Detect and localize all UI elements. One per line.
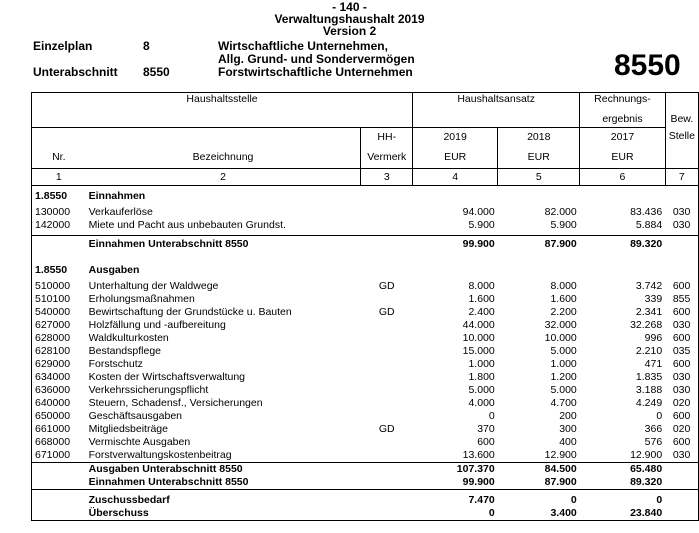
item-description: Verkauferlöse — [88, 206, 153, 218]
value-2018: 200 — [559, 410, 577, 422]
item-description: Miete und Pacht aus unbebauten Grundst. — [88, 219, 286, 231]
bew-stelle: 020 — [672, 397, 691, 409]
value-2017: 2.341 — [635, 306, 663, 318]
value-2017: 4.249 — [635, 397, 663, 409]
account-number: 668000 — [35, 436, 71, 448]
item-description: Forstschutz — [88, 358, 143, 370]
total-2017: 65.480 — [580, 463, 665, 477]
summary-2017: 0 — [656, 494, 663, 506]
total-2019: 99.900 — [413, 236, 498, 253]
bew-stelle: 600 — [672, 306, 691, 318]
column-number: 2 — [86, 169, 361, 186]
column-number: 3 — [361, 169, 413, 186]
hh-vermerk — [361, 371, 413, 384]
table-row — [32, 410, 699, 423]
value-2019: 370 — [477, 423, 495, 435]
unterabschnitt-number: 8550 — [143, 65, 170, 79]
einzelplan-number: 8 — [143, 39, 150, 53]
ueberschuss-row — [32, 507, 699, 521]
bew-stelle: 600 — [672, 332, 691, 344]
column-number: 6 — [580, 169, 665, 186]
spacer-row — [32, 252, 699, 264]
table-row — [32, 206, 699, 219]
value-2017: 576 — [644, 436, 663, 448]
value-2017: 2.210 — [635, 345, 663, 357]
value-2019: 10.000 — [462, 332, 495, 344]
total-label: Einnahmen Unterabschnitt 8550 — [86, 476, 361, 490]
page-number: - 140 - — [332, 0, 367, 14]
item-description: Bestandspflege — [88, 345, 161, 357]
account-number: 510000 — [35, 280, 71, 292]
hh-vermerk — [361, 397, 413, 410]
header-bew: Bew. — [665, 111, 698, 128]
summary-2019: 7.470 — [468, 494, 495, 506]
bew-stelle: 030 — [672, 206, 691, 218]
column-number: 5 — [498, 169, 580, 186]
table-row — [32, 219, 699, 232]
value-2019: 15.000 — [462, 345, 495, 357]
bew-stelle: 600 — [672, 280, 691, 292]
value-2017: 0 — [656, 410, 663, 422]
table-row — [32, 397, 699, 410]
account-number: 671000 — [35, 449, 71, 461]
item-description: Steuern, Schadensf., Versicherungen — [88, 397, 263, 409]
header-year-2017: 2017 — [580, 128, 665, 147]
total-label: Ausgaben Unterabschnitt 8550 — [86, 463, 361, 477]
value-2018: 4.700 — [550, 397, 577, 409]
value-2017: 471 — [644, 358, 663, 370]
item-description: Waldkulturkosten — [88, 332, 169, 344]
value-2017: 83.436 — [630, 206, 663, 218]
summary-2018: 0 — [570, 494, 577, 506]
account-number: 142000 — [35, 219, 71, 231]
value-2018: 2.200 — [550, 306, 577, 318]
header-stelle: Stelle — [665, 128, 698, 147]
value-2019: 13.600 — [462, 449, 495, 461]
value-2019: 1.000 — [468, 358, 495, 370]
value-2018: 1.000 — [550, 358, 577, 370]
value-2017: 5.884 — [635, 219, 663, 231]
value-2019: 1.600 — [468, 293, 495, 305]
value-2018: 1.200 — [550, 371, 577, 383]
value-2018: 5.000 — [550, 384, 577, 396]
hh-vermerk: GD — [378, 306, 395, 318]
column-number-row — [32, 169, 699, 186]
bew-stelle: 030 — [672, 371, 691, 383]
item-description: Kosten der Wirtschaftsverwaltung — [88, 371, 246, 383]
bew-stelle: 600 — [672, 410, 691, 422]
total-2017: 89.320 — [580, 236, 665, 253]
table-row — [32, 436, 699, 449]
account-number: 628100 — [35, 345, 71, 357]
total-2018: 87.900 — [498, 476, 580, 490]
value-2019: 600 — [477, 436, 495, 448]
hh-vermerk — [361, 319, 413, 332]
table-row — [32, 371, 699, 384]
value-2018: 32.000 — [544, 319, 577, 331]
item-description: Unterhaltung der Waldwege — [88, 280, 219, 292]
item-description: Holzfällung und -aufbereitung — [88, 319, 226, 331]
unterabschnitt-label: Unterabschnitt — [33, 65, 118, 79]
header-vermerk: Vermerk — [361, 146, 413, 169]
budget-table — [31, 92, 699, 521]
document-version: Version 2 — [322, 24, 377, 38]
value-2018: 400 — [559, 436, 577, 448]
account-number: 640000 — [35, 397, 71, 409]
table-row — [32, 358, 699, 371]
hh-vermerk — [361, 345, 413, 358]
value-2018: 5.000 — [550, 345, 577, 357]
total-2018: 87.900 — [498, 236, 580, 253]
account-number: 650000 — [35, 410, 71, 422]
total-2019: 99.900 — [413, 476, 498, 490]
header-rechnungs: Rechnungs- — [580, 93, 665, 112]
bew-stelle: 855 — [672, 293, 691, 305]
bew-stelle: 030 — [672, 319, 691, 331]
einnahmen-total-repeat-row — [32, 476, 699, 490]
column-number: 4 — [413, 169, 498, 186]
value-2017: 3.188 — [635, 384, 663, 396]
item-description: Bewirtschaftung der Grundstücke u. Bauten — [88, 306, 292, 318]
hh-vermerk: GD — [378, 423, 395, 435]
hh-vermerk — [361, 384, 413, 397]
hh-vermerk — [361, 293, 413, 306]
header-eur-2017: EUR — [580, 146, 665, 169]
value-2019: 5.900 — [468, 219, 495, 231]
value-2019: 2.400 — [468, 306, 495, 318]
total-2019: 107.370 — [413, 463, 498, 477]
item-description: Geschäftsausgaben — [88, 410, 183, 422]
summary-2017: 23.840 — [630, 507, 663, 519]
column-number: 7 — [665, 169, 698, 186]
ausgaben-rows — [32, 280, 699, 463]
hh-vermerk — [361, 436, 413, 449]
header-haushaltsstelle: Haushaltsstelle — [186, 93, 258, 105]
section-label: Einnahmen — [88, 190, 146, 202]
total-2017: 89.320 — [580, 476, 665, 490]
account-number: 628000 — [35, 332, 71, 344]
section-row-ausgaben — [32, 264, 699, 277]
value-2018: 300 — [559, 423, 577, 435]
account-number: 634000 — [35, 371, 71, 383]
bew-stelle: 030 — [672, 449, 691, 461]
account-number: 130000 — [35, 206, 71, 218]
unterabschnitt-description: Forstwirtschaftliche Unternehmen — [218, 65, 413, 79]
column-number: 1 — [32, 169, 86, 186]
header-nr: Nr. — [32, 146, 86, 169]
table-row — [32, 384, 699, 397]
einnahmen-rows — [32, 206, 699, 232]
item-description: Mitgliedsbeiträge — [88, 423, 168, 435]
value-2018: 5.900 — [550, 219, 577, 231]
header-row-3 — [32, 128, 699, 147]
item-description: Erholungsmaßnahmen — [88, 293, 195, 305]
value-2017: 996 — [644, 332, 663, 344]
value-2018: 10.000 — [544, 332, 577, 344]
bew-stelle: 035 — [672, 345, 691, 357]
table-row — [32, 306, 699, 319]
hh-vermerk — [361, 358, 413, 371]
value-2017: 3.742 — [635, 280, 663, 292]
hh-vermerk — [361, 410, 413, 423]
account-number: 636000 — [35, 384, 71, 396]
header-row-1 — [32, 93, 699, 112]
header-row-2 — [32, 111, 699, 128]
account-number: 540000 — [35, 306, 71, 318]
header-eur-2019: EUR — [413, 146, 498, 169]
account-number: 661000 — [35, 423, 71, 435]
table-row — [32, 423, 699, 436]
header-hh: HH- — [361, 128, 413, 147]
value-2018: 1.600 — [550, 293, 577, 305]
einzelplan-label: Einzelplan — [33, 39, 93, 53]
hh-vermerk — [361, 206, 413, 219]
value-2019: 5.000 — [468, 384, 495, 396]
header-ergebnis: ergebnis — [580, 111, 665, 128]
hh-vermerk — [361, 219, 413, 232]
big-section-number: 8550 — [614, 49, 681, 82]
summary-label: Zuschussbedarf — [88, 494, 170, 506]
item-description: Vermischte Ausgaben — [88, 436, 191, 448]
bew-stelle: 030 — [672, 384, 691, 396]
section-number: 1.8550 — [35, 190, 68, 202]
total-label: Einnahmen Unterabschnitt 8550 — [86, 236, 361, 253]
bew-stelle: 020 — [672, 423, 691, 435]
section-label: Ausgaben — [88, 264, 140, 276]
hh-vermerk — [361, 449, 413, 463]
value-2019: 1.800 — [468, 371, 495, 383]
hh-vermerk — [361, 332, 413, 345]
value-2019: 4.000 — [468, 397, 495, 409]
value-2018: 12.900 — [544, 449, 577, 461]
value-2017: 12.900 — [630, 449, 663, 461]
einzelplan-description-line1: Wirtschaftliche Unternehmen, — [218, 39, 388, 53]
value-2018: 8.000 — [550, 280, 577, 292]
table-row — [32, 280, 699, 293]
header-bezeichnung: Bezeichnung — [86, 146, 361, 169]
header-haushaltsansatz: Haushaltsansatz — [413, 93, 580, 112]
hh-vermerk: GD — [378, 280, 395, 292]
item-description: Forstverwaltungskostenbeitrag — [88, 449, 232, 461]
bew-stelle: 600 — [672, 436, 691, 448]
summary-label: Überschuss — [88, 507, 149, 519]
total-2018: 84.500 — [498, 463, 580, 477]
value-2019: 44.000 — [462, 319, 495, 331]
ausgaben-total-row — [32, 463, 699, 477]
value-2017: 366 — [644, 423, 663, 435]
value-2017: 32.268 — [630, 319, 663, 331]
document-title: Verwaltungshaushalt 2019 — [274, 12, 425, 26]
header-eur-2018: EUR — [498, 146, 580, 169]
einzelplan-description-line2: Allg. Grund- und Sondervermögen — [218, 52, 415, 66]
summary-2018: 3.400 — [550, 507, 577, 519]
value-2019: 8.000 — [468, 280, 495, 292]
table-row — [32, 332, 699, 345]
summary-2019: 0 — [488, 507, 495, 519]
value-2019: 94.000 — [462, 206, 495, 218]
table-row — [32, 293, 699, 306]
account-number: 627000 — [35, 319, 71, 331]
bew-stelle: 600 — [672, 358, 691, 370]
section-row-einnahmen — [32, 190, 699, 203]
account-number: 510100 — [35, 293, 71, 305]
table-row — [32, 345, 699, 358]
header-year-2018: 2018 — [498, 128, 580, 147]
value-2017: 339 — [644, 293, 663, 305]
header-year-2019: 2019 — [413, 128, 498, 147]
einnahmen-total-row — [32, 236, 699, 253]
account-number: 629000 — [35, 358, 71, 370]
value-2019: 0 — [488, 410, 495, 422]
table-row — [32, 319, 699, 332]
value-2018: 82.000 — [544, 206, 577, 218]
bew-stelle: 030 — [672, 219, 691, 231]
section-number: 1.8550 — [35, 264, 68, 276]
zuschussbedarf-row — [32, 494, 699, 507]
table-row — [32, 449, 699, 463]
item-description: Verkehrssicherungspflicht — [88, 384, 209, 396]
value-2017: 1.835 — [635, 371, 663, 383]
header-row-4 — [32, 146, 699, 169]
